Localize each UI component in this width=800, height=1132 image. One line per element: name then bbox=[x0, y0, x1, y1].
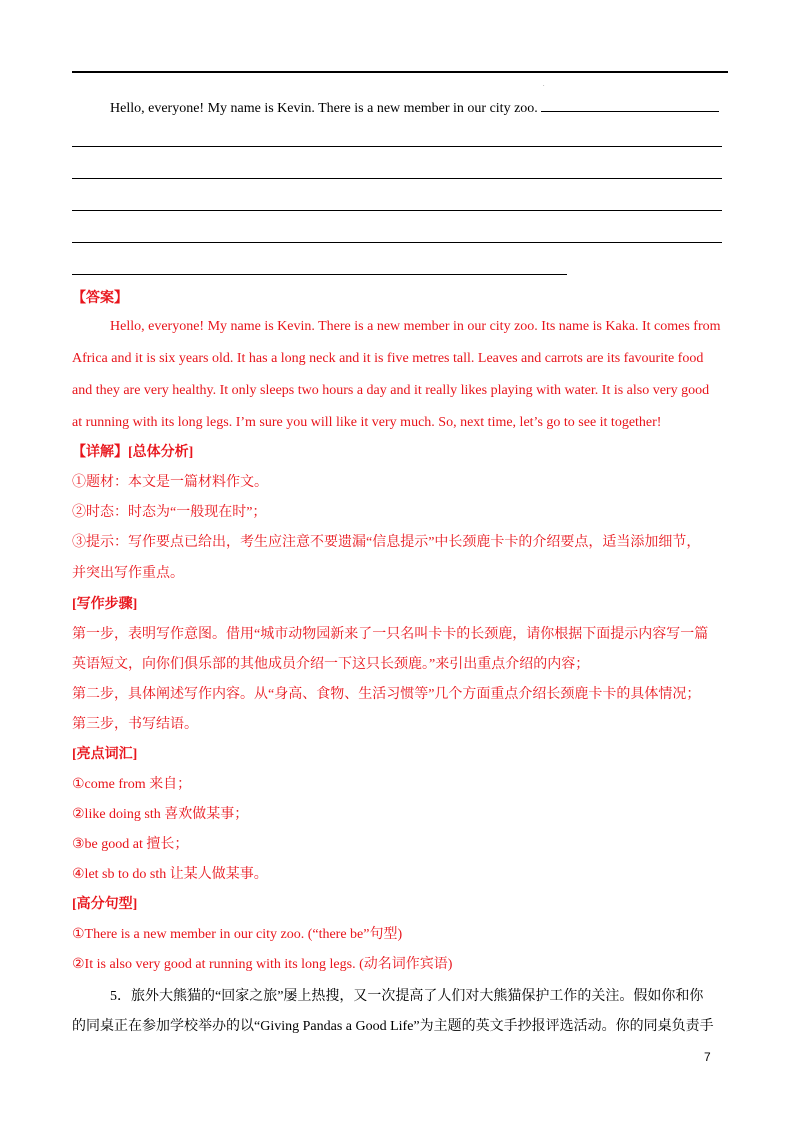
answer-blank[interactable] bbox=[541, 99, 719, 112]
detail-item: 并突出写作重点。 bbox=[72, 566, 184, 581]
blank-line[interactable] bbox=[72, 274, 567, 275]
steps-item: 第一步，表明写作意图。借用“城市动物园新来了一只名叫卡卡的长颈鹿，请你根据下面提示内容写一篇 bbox=[72, 627, 709, 642]
detail-item: ③提示：写作要点已给出，考生应注意不要遗漏“信息提示”中长颈鹿卡卡的介绍要点，适当添加细节， bbox=[72, 535, 701, 550]
sentences-item: ①There is a new member in our city zoo. (“there be”句型) bbox=[72, 927, 403, 942]
steps-item: 第二步，具体阐述写作内容。从“身高、食物、生活习惯等”几个方面重点介绍长颈鹿卡卡的具体情况； bbox=[72, 687, 701, 702]
answer-line: and they are very healthy. It only sleeps two hours a day and it really likes playing with water. It is also very good bbox=[72, 383, 710, 398]
detail-item: ②时态：时态为“一般现在时”； bbox=[72, 505, 267, 520]
answer-line: Africa and it is six years old. It has a long neck and it is five metres tall. Leaves and carrots are its favourite food bbox=[72, 351, 704, 366]
blank-line[interactable] bbox=[72, 178, 722, 179]
vocab-item: ④let sb to do sth 让某人做某事。 bbox=[72, 867, 268, 882]
blank-line[interactable] bbox=[72, 210, 722, 211]
blank-line[interactable] bbox=[72, 146, 722, 147]
steps-item: 第三步，书写结语。 bbox=[72, 717, 198, 732]
answer-line: at running with its long legs. I’m sure you will like it very much. So, next time, let’s go to see it together! bbox=[72, 415, 662, 430]
prompt-intro: Hello, everyone! My name is Kevin. There is a new member in our city zoo. bbox=[110, 99, 719, 118]
blank-line[interactable] bbox=[72, 242, 722, 243]
vocab-heading: [亮点词汇] bbox=[72, 747, 138, 762]
question-text: 5．旅外大熊猫的“回家之旅”屡上热搜，又一次提高了人们对大熊猫保护工作的关注。假如你和你 bbox=[110, 989, 704, 1004]
detail-heading: 【详解】[总体分析] bbox=[72, 445, 194, 460]
page-number: 7 bbox=[704, 1050, 711, 1064]
dot-mark: . bbox=[543, 82, 545, 88]
answer-line: Hello, everyone! My name is Kevin. There is a new member in our city zoo. Its name is Kaka. It comes from bbox=[110, 319, 721, 334]
detail-item: ①题材：本文是一篇材料作文。 bbox=[72, 475, 268, 490]
sentences-item: ②It is also very good at running with its long legs. (动名词作宾语) bbox=[72, 957, 453, 972]
steps-heading: [写作步骤] bbox=[72, 597, 138, 612]
answer-heading: 【答案】 bbox=[72, 291, 128, 306]
vocab-item: ③be good at 擅长； bbox=[72, 837, 189, 852]
top-rule bbox=[72, 71, 728, 73]
sentences-heading: [高分句型] bbox=[72, 897, 138, 912]
vocab-item: ①come from 来自； bbox=[72, 777, 192, 792]
question-text: 的同桌正在参加学校举办的以“Giving Pandas a Good Life”为主题的英文手抄报评选活动。你的同桌负责手 bbox=[72, 1019, 714, 1034]
steps-item: 英语短文，向你们俱乐部的其他成员介绍一下这只长颈鹿。”来引出重点介绍的内容； bbox=[72, 657, 590, 672]
vocab-item: ②like doing sth 喜欢做某事； bbox=[72, 807, 249, 822]
